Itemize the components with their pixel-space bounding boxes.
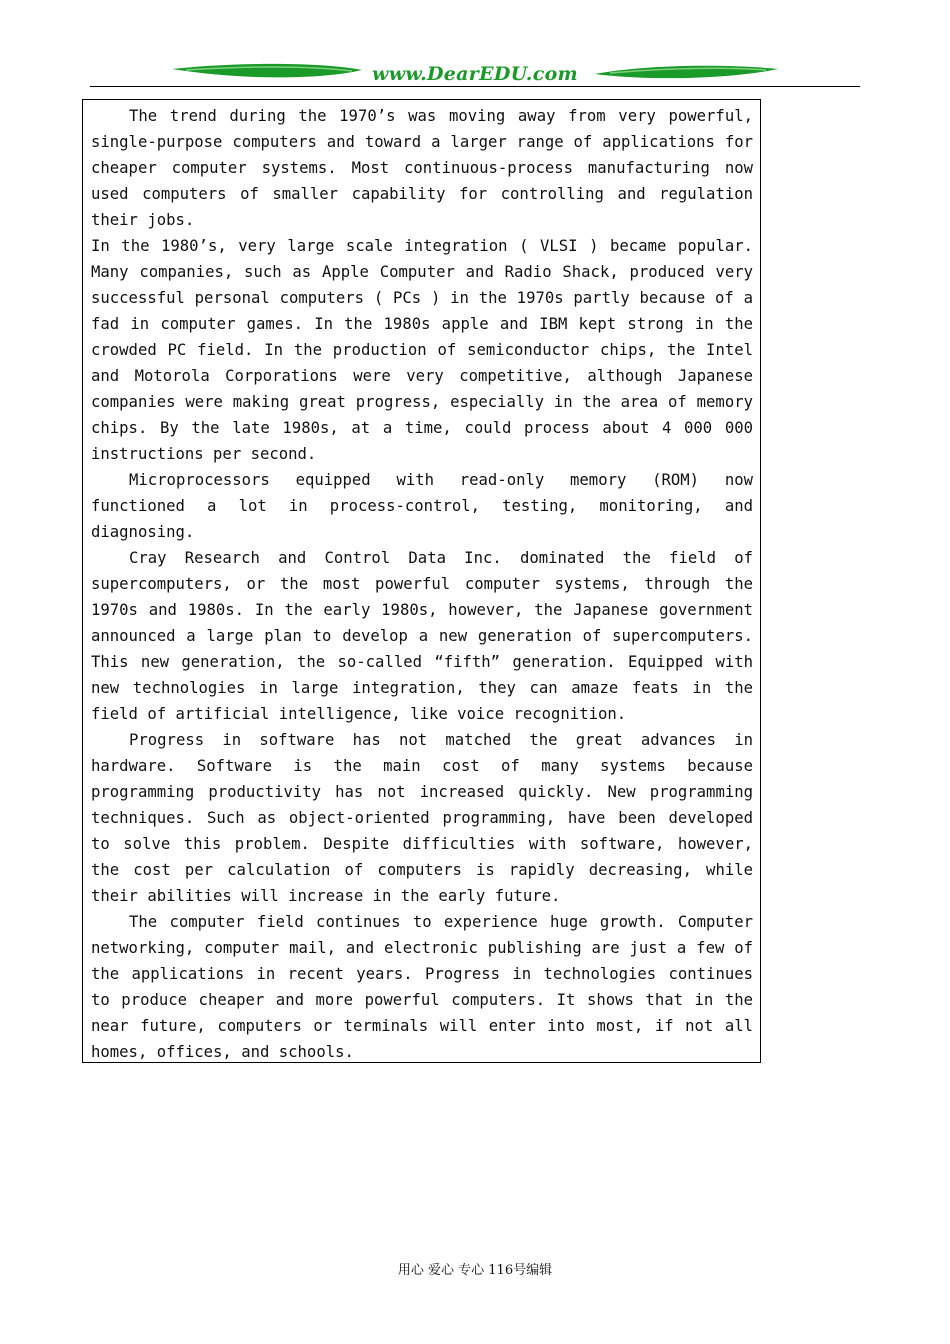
paragraph-microprocessors: Microprocessors equipped with read-only memory (ROM) now functioned a lot in process-control, testing, monitoring, and diagnosing. [91, 471, 753, 541]
page-header [90, 60, 860, 90]
header-divider [90, 86, 860, 87]
paragraph-software: Progress in software has not matched the great advances in hardware. Software is the main cost of many systems because programming productivity has not increased quickly. New programming techniques. Such as object-oriented programming, have been developed to solve this problem. Despite difficulties with software, however, the cost per calculation of computers is rapidly decreasing, while their abilities will increase in the early future. [91, 731, 753, 905]
paragraph-supercomputers: Cray Research and Control Data Inc. dominated the field of supercomputers, or the most powerful computer systems, through the 1970s and 1980s. In the early 1980s, however, the Japanese government announced a large plan to develop a new generation of supercomputers. This new generation, the so-called “fifth” generation. Equipped with new technologies in large integration, they can amaze feats in the field of artificial intelligence, like voice recognition. [91, 549, 753, 723]
page-footer: 用心 爱心 专心 116号编辑 [397, 1263, 553, 1278]
article-body [91, 103, 753, 1065]
paragraph-1970s-trend: The trend during the 1970’s was moving away from very powerful, single-purpose computers and toward a larger range of applications for cheaper computer systems. Most continuous-process manufacturing now used computers of smaller capability for controlling and regulation their jobs. [91, 107, 753, 229]
article-box [82, 99, 761, 1063]
site-logo-text: www.DearEDU.com [372, 63, 578, 85]
paragraph-growth: The computer field continues to experience huge growth. Computer networking, computer mail, and electronic publishing are just a few of the applications in recent years. Progress in technologies continues to produce cheaper and more powerful computers. It shows that in the near future, computers or terminals will enter into most, if not all homes, offices, and schools. [91, 913, 753, 1061]
paragraph-1980s-vlsi: In the 1980’s, very large scale integration ( VLSI ) became popular. Many companies, such as Apple Computer and Radio Shack, produced very successful personal computers ( PCs ) in the 1970s partly because of a fad in computer games. In the 1980s apple and IBM kept strong in the crowded PC field. In the production of semiconductor chips, the Intel and Motorola Corporations were very competitive, although Japanese companies were making great progress, especially in the area of memory chips. By the late 1980s, at a time, could process about 4 000 000 instructions per second. [91, 237, 753, 463]
